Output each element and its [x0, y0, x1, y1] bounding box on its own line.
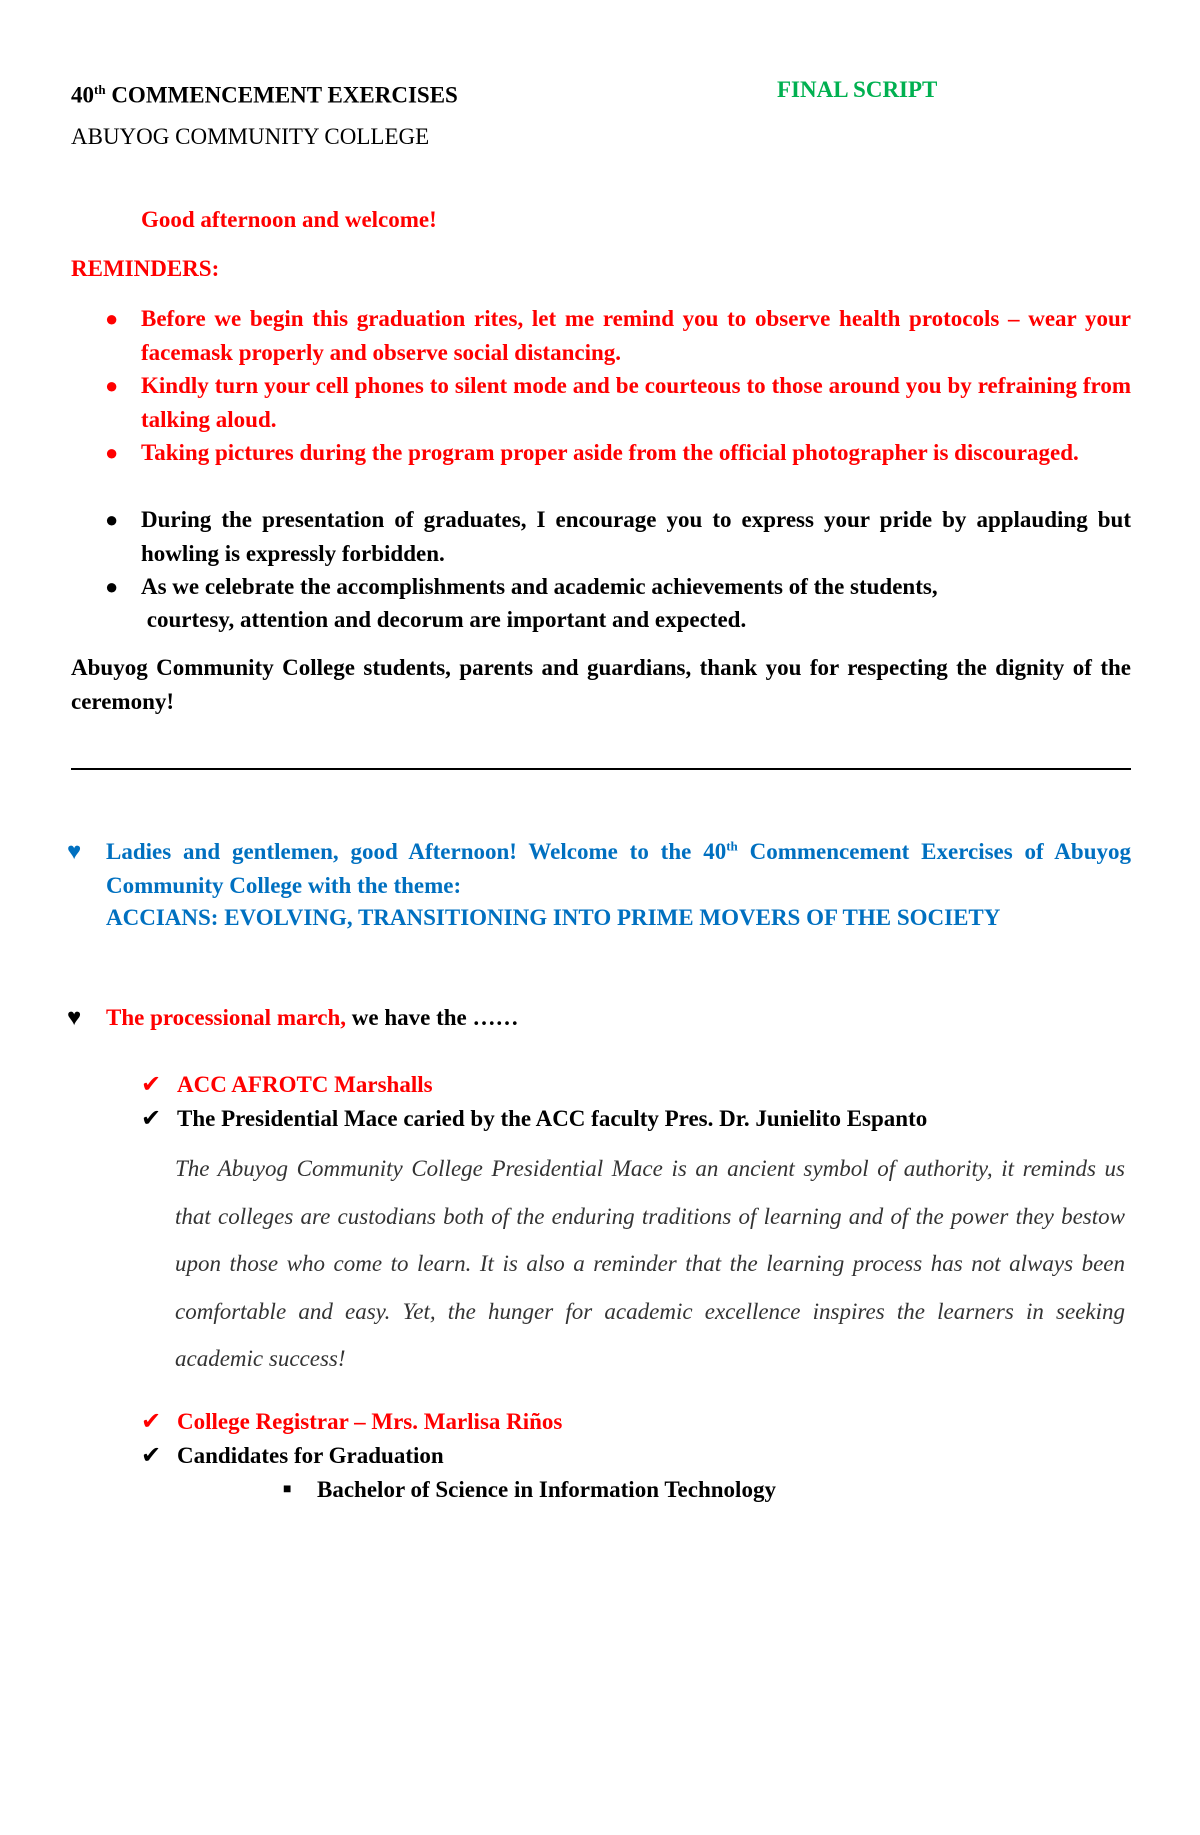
bullet-dot-icon: ● — [105, 373, 119, 398]
reminder-item-continuation: courtesy, attention and decorum are important and expected. — [141, 607, 747, 632]
reminder-item: As we celebrate the accomplishments and academic achievements of the students, — [141, 574, 938, 599]
closing-statement: Abuyog Community College students, parents and guardians, thank you for respecting the dignity of the ceremony! — [71, 655, 1131, 714]
welcome-text: Ladies and gentlemen, good Afternoon! Welcome to the 40 — [106, 839, 727, 864]
processional-lead: The processional march, — [106, 1005, 347, 1030]
bullet-dot-icon: ● — [105, 574, 119, 599]
welcome-superscript: th — [726, 838, 738, 854]
program-item: Bachelor of Science in Information Technology — [317, 1477, 776, 1502]
bullet-dot-icon: ● — [105, 306, 119, 331]
greeting: Good afternoon and welcome! — [141, 207, 437, 232]
heart-icon: ♥ — [67, 839, 82, 865]
horizontal-divider — [71, 768, 1131, 770]
reminder-item: Before we begin this graduation rites, let me remind you to observe health protocols – wear your facemask properly and observe social distancing. — [141, 306, 1131, 365]
reminders-heading: REMINDERS: — [71, 256, 220, 281]
final-script-label: FINAL SCRIPT — [777, 77, 938, 102]
check-item-marshalls: ACC AFROTC Marshalls — [177, 1072, 433, 1097]
heart-icon: ♥ — [67, 1005, 82, 1031]
checkmark-icon: ✔ — [141, 1106, 162, 1132]
check-item-candidates: Candidates for Graduation — [177, 1443, 444, 1468]
title-number: 40 — [71, 82, 94, 108]
mace-description: The Abuyog Community College Presidential Mace is an ancient symbol of authority, it reminds us that colleges are custodians both of the enduring traditions of learning and of the power they bestow upon those who come to learn. It is also a reminder that the learning process has not always been comfortable and easy. Yet, the hunger for academic excellence inspires the learners in seeking academic success! — [175, 1156, 1125, 1371]
square-bullet-icon: ■ — [283, 1482, 292, 1497]
reminder-item: During the presentation of graduates, I encourage you to express your pride by applauding but howling is expressly forbidden. — [141, 507, 1131, 566]
checkmark-icon: ✔ — [141, 1443, 162, 1469]
welcome-message — [106, 835, 1131, 903]
document-title — [71, 75, 458, 111]
processional-rest: we have the …… — [346, 1005, 519, 1030]
college-name: ABUYOG COMMUNITY COLLEGE — [71, 124, 430, 149]
bullet-dot-icon: ● — [105, 440, 119, 465]
checkmark-icon: ✔ — [141, 1409, 162, 1435]
theme-text: ACCIANS: EVOLVING, TRANSITIONING INTO PRIME MOVERS OF THE SOCIETY — [106, 905, 1001, 930]
check-item-mace: The Presidential Mace caried by the ACC faculty Pres. Dr. Junielito Espanto — [177, 1106, 928, 1131]
reminder-item: Taking pictures during the program proper aside from the official photographer is discouraged. — [141, 440, 1079, 465]
checkmark-icon: ✔ — [141, 1072, 162, 1098]
welcome-text-rest: Commencement Exercises of Abuyog Community College with the theme: — [106, 839, 1131, 898]
reminder-item: Kindly turn your cell phones to silent mode and be courteous to those around you by refraining from talking aloud. — [141, 373, 1131, 432]
title-superscript: th — [94, 82, 106, 97]
bullet-dot-icon: ● — [105, 507, 119, 532]
check-item-registrar: College Registrar – Mrs. Marlisa Riños — [177, 1409, 563, 1434]
processional-line — [106, 1001, 519, 1035]
title-rest: COMMENCEMENT EXERCISES — [105, 82, 458, 108]
